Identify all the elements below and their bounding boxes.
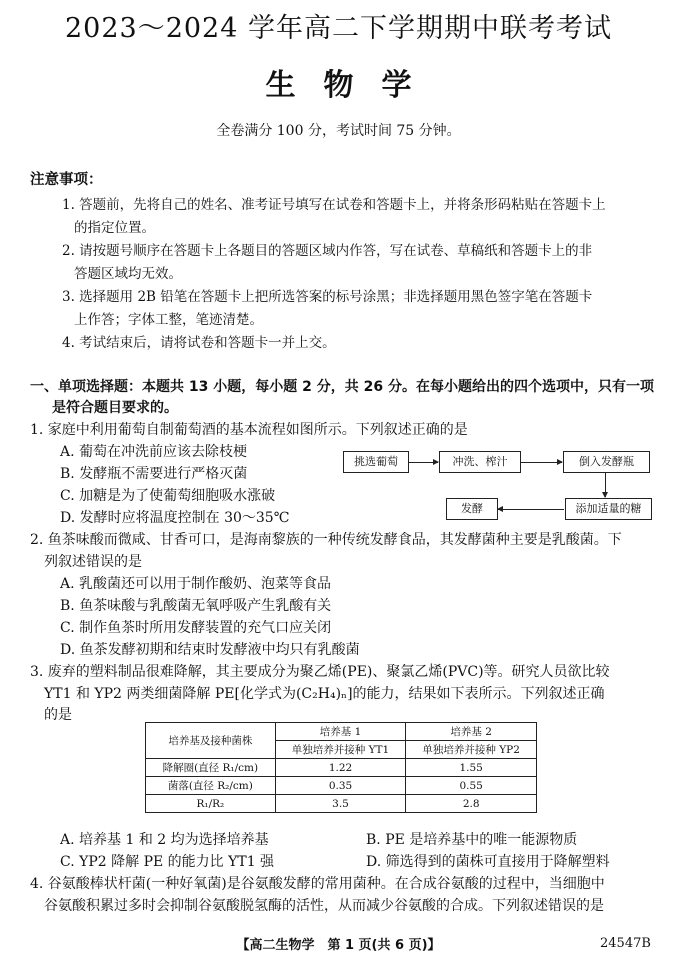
question-3-option-a: A. 培养基 1 和 2 均为选择培养基 <box>60 832 269 848</box>
table-row <box>146 759 537 777</box>
table-row <box>146 777 537 795</box>
table-group-header-1: 培养基 1 <box>275 723 406 741</box>
question-1-stem: 1. 家庭中利用葡萄自制葡萄酒的基本流程如图所示。下列叙述正确的是 <box>30 422 468 438</box>
table-row-label: 降解圈(直径 R₁/cm) <box>146 759 276 777</box>
subject-title: 生物学 <box>265 68 440 103</box>
flow-step-select-grapes: 挑选葡萄 <box>343 451 409 473</box>
question-2-option-c: C. 制作鱼茶时所用发酵装置的充气口应关闭 <box>60 620 332 636</box>
question-3-option-d: D. 筛选得到的菌株可直接用于降解塑料 <box>366 854 610 870</box>
table-subheader-1: 单独培养并接种 YT1 <box>275 741 406 759</box>
table-row-label: 菌落(直径 R₂/cm) <box>146 777 276 795</box>
table-row <box>146 795 537 813</box>
note-2-line-2: 答题区域均无效。 <box>74 266 182 282</box>
table-corner-header: 培养基及接种菌株 <box>146 723 276 759</box>
question-4-stem-line-1: 4. 谷氨酸棒状杆菌(一种好氧菌)是谷氨酸发酵的常用菌种。在合成谷氨酸的过程中，当细胞中 <box>30 876 605 892</box>
note-1-line-2: 的指定位置。 <box>74 220 155 236</box>
exam-info: 全卷满分 100 分，考试时间 75 分钟。 <box>216 123 461 139</box>
table-cell: 0.55 <box>406 777 537 795</box>
flow-step-add-sugar: 添加适量的糖 <box>565 498 652 520</box>
table-cell: 1.22 <box>275 759 406 777</box>
question-3-option-c: C. YP2 降解 PE 的能力比 YT1 强 <box>60 854 275 870</box>
notes-heading: 注意事项： <box>30 172 103 188</box>
flow-arrow-2 <box>520 462 562 463</box>
note-4-line-1: 4. 考试结束后，请将试卷和答题卡一并上交。 <box>62 335 336 351</box>
question-2-option-b: B. 鱼茶味酸与乳酸菌无氧呼吸产生乳酸有关 <box>60 598 332 614</box>
question-1-option-d: D. 发酵时应将温度控制在 30～35℃ <box>60 510 290 526</box>
degradation-results-table <box>145 722 537 813</box>
question-3-stem-line-1: 3. 废弃的塑料制品很难降解，其主要成分为聚乙烯(PE)、聚氯乙烯(PVC)等。研究人员欲比较 <box>30 664 610 680</box>
exam-title: 2023～2024 学年高二下学期期中联考考试 <box>64 13 612 44</box>
section-heading-line-2: 是符合题目要求的。 <box>52 400 178 416</box>
question-1-option-c: C. 加糖是为了使葡萄细胞吸水涨破 <box>60 488 276 504</box>
table-cell: 3.5 <box>275 795 406 813</box>
question-1-option-a: A. 葡萄在冲洗前应该去除枝梗 <box>60 444 248 460</box>
question-1-option-b: B. 发酵瓶不需要进行严格灭菌 <box>60 466 248 482</box>
question-2-option-a: A. 乳酸菌还可以用于制作酸奶、泡菜等食品 <box>60 576 332 592</box>
paper-code: 24547B <box>600 936 651 951</box>
question-2-stem-line-2: 列叙述错误的是 <box>44 554 142 570</box>
question-3-stem-line-3: 的是 <box>44 707 72 723</box>
question-2-stem-line-1: 2. 鱼茶味酸而微咸、甘香可口，是海南黎族的一种传统发酵食品，其发酵菌种主要是乳酸菌。下 <box>30 532 622 548</box>
question-4-stem-line-2: 谷氨酸积累过多时会抑制谷氨酸脱氢酶的活性，从而减少谷氨酸的合成。下列叙述错误的是 <box>44 898 604 914</box>
section-heading-line-1: 一、单项选择题：本题共 13 小题，每小题 2 分，共 26 分。在每小题给出的四个选项中，只有一项 <box>30 379 654 395</box>
question-3-stem-line-2: YT1 和 YP2 两类细菌降解 PE[化学式为(C₂H₄)ₙ]的能力，结果如下表所示。下列叙述正确 <box>44 686 605 702</box>
table-subheader-2: 单独培养并接种 YP2 <box>406 741 537 759</box>
flow-arrow-4 <box>498 509 564 510</box>
question-3-option-b: B. PE 是培养基中的唯一能源物质 <box>366 832 578 848</box>
question-2-option-d: D. 鱼茶发酵初期和结束时发酵液中均只有乳酸菌 <box>60 642 360 658</box>
note-3-line-1: 3. 选择题用 2B 铅笔在答题卡上把所选答案的标号涂黑；非选择题用黑色签字笔在答题卡 <box>62 289 593 305</box>
flow-step-pour-into-bottle: 倒入发酵瓶 <box>563 451 650 473</box>
note-1-line-1: 1. 答题前，先将自己的姓名、准考证号填写在试卷和答题卡上，并将条形码粘贴在答题卡上 <box>62 197 606 213</box>
table-row-label: R₁/R₂ <box>146 795 276 813</box>
table-cell: 2.8 <box>406 795 537 813</box>
flow-step-rinse-juice: 冲洗、榨汁 <box>439 451 521 473</box>
table-group-header-2: 培养基 2 <box>406 723 537 741</box>
note-3-line-2: 上作答；字体工整，笔迹清楚。 <box>74 312 263 328</box>
page-footer: 【高二生物学 第 1 页(共 6 页)】 <box>236 938 441 953</box>
flow-arrow-1 <box>408 462 438 463</box>
table-cell: 1.55 <box>406 759 537 777</box>
flow-arrow-3 <box>605 472 606 497</box>
flow-step-ferment: 发酵 <box>446 498 498 520</box>
table-cell: 0.35 <box>275 777 406 795</box>
note-2-line-1: 2. 请按题号顺序在答题卡上各题目的答题区域内作答，写在试卷、草稿纸和答题卡上的非 <box>62 243 593 259</box>
